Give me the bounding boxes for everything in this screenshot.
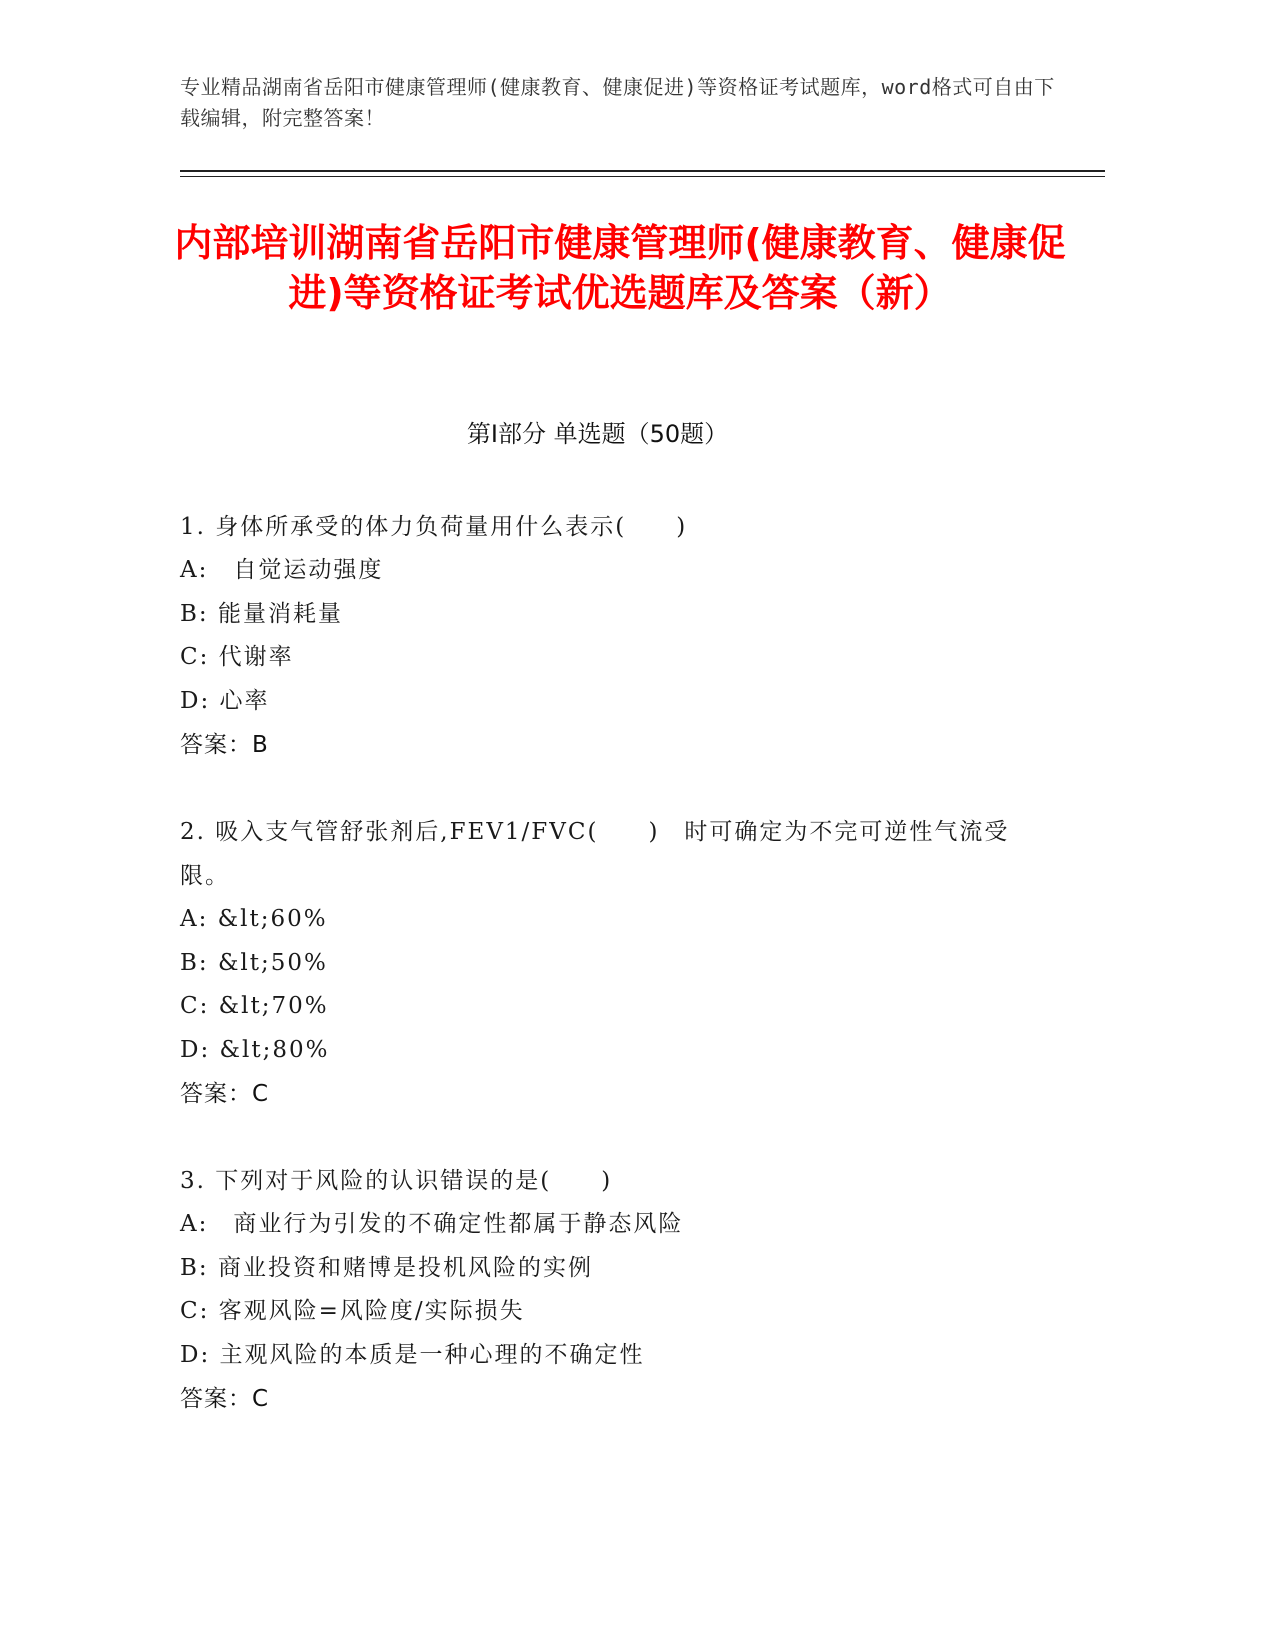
option-c: C: 代谢率: [180, 644, 294, 670]
option-b: B: 能量消耗量: [180, 600, 343, 627]
answer-line: 答案：B: [180, 732, 269, 758]
header-divider-thin: [180, 176, 1105, 177]
option-d: D: &lt;80%: [180, 1036, 330, 1063]
option-d: D: 心率: [180, 687, 270, 714]
question-2: [180, 810, 1040, 1116]
question-stem: 1. 身体所承受的体力负荷量用什么表示( ): [180, 514, 688, 540]
section-heading: 第Ⅰ部分 单选题（50题）: [466, 420, 729, 448]
option-a: A: 自觉运动强度: [180, 557, 384, 583]
option-b: B: &lt;50%: [180, 949, 328, 976]
question-list: [180, 505, 1040, 1464]
header-divider-thick: [180, 170, 1105, 172]
option-a: A: 商业行为引发的不确定性都属于静态风险: [180, 1211, 684, 1237]
option-d: D: 主观风险的本质是一种心理的不确定性: [180, 1341, 645, 1368]
option-b: B: 商业投资和赌博是投机风险的实例: [180, 1254, 593, 1281]
document-title: 内部培训湖南省岳阳市健康管理师(健康教育、健康促进)等资格证考试优选题库及答案（新）: [174, 221, 1066, 315]
question-3: [180, 1159, 1040, 1421]
answer-line: 答案：C: [180, 1386, 270, 1412]
question-1: [180, 505, 1040, 767]
question-stem: 3. 下列对于风险的认识错误的是( ): [180, 1168, 613, 1194]
option-c: C: &lt;70%: [180, 993, 329, 1019]
option-a: A: &lt;60%: [180, 906, 328, 932]
answer-line: 答案：C: [180, 1081, 270, 1107]
question-stem: 2. 吸入支气管舒张剂后,FEV1/FVC( ) 时可确定为不完可逆性气流受限。: [180, 819, 1010, 889]
option-c: C: 客观风险=风险度/实际损失: [180, 1298, 525, 1324]
header-note: 专业精品湖南省岳阳市健康管理师(健康教育、健康促进)等资格证考试题库，word格式可自由下载编辑，附完整答案！: [180, 75, 1055, 130]
